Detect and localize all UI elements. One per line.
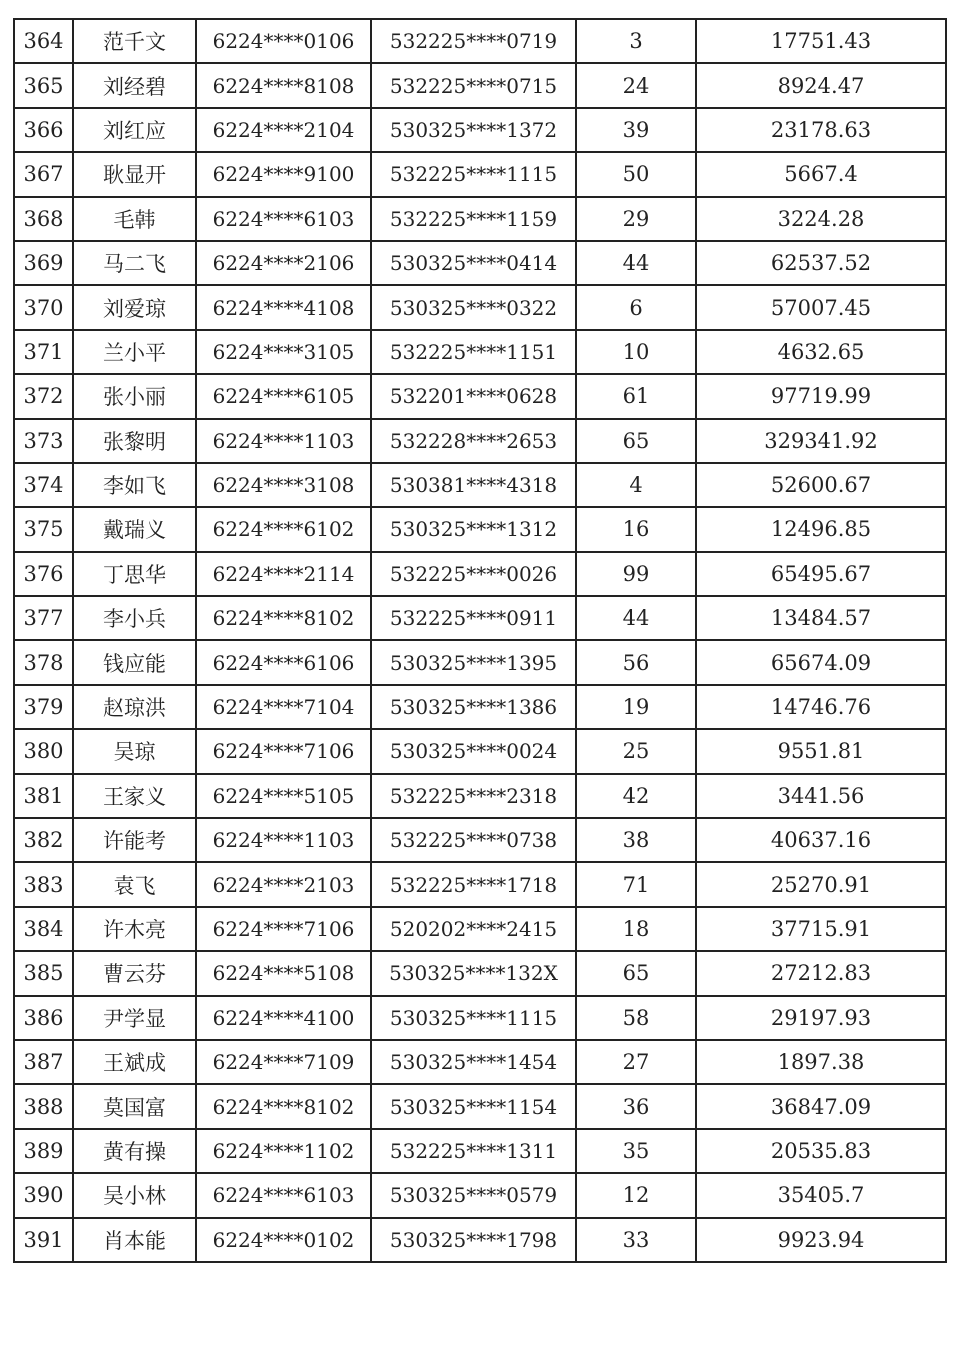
id-number-cell: 520202****2415 bbox=[371, 907, 576, 951]
name-cell: 张黎明 bbox=[73, 419, 196, 463]
id-number-cell: 532225****2318 bbox=[371, 774, 576, 818]
amount-cell: 12496.85 bbox=[696, 507, 946, 551]
bank-card-cell: 6224****5108 bbox=[196, 951, 371, 995]
name-cell: 王家义 bbox=[73, 774, 196, 818]
table-row bbox=[14, 640, 946, 684]
id-number-cell: 532225****0738 bbox=[371, 818, 576, 862]
name-cell: 丁思华 bbox=[73, 552, 196, 596]
amount-cell: 4632.65 bbox=[696, 330, 946, 374]
row-number-cell: 369 bbox=[14, 241, 73, 285]
row-number-cell: 382 bbox=[14, 818, 73, 862]
amount-cell: 3441.56 bbox=[696, 774, 946, 818]
table-row bbox=[14, 152, 946, 196]
name-cell: 许木亮 bbox=[73, 907, 196, 951]
table-row bbox=[14, 907, 946, 951]
count-cell: 99 bbox=[576, 552, 696, 596]
id-number-cell: 530325****1115 bbox=[371, 996, 576, 1040]
amount-cell: 3224.28 bbox=[696, 197, 946, 241]
count-cell: 56 bbox=[576, 640, 696, 684]
id-number-cell: 530325****1312 bbox=[371, 507, 576, 551]
row-number-cell: 373 bbox=[14, 419, 73, 463]
amount-cell: 40637.16 bbox=[696, 818, 946, 862]
name-cell: 钱应能 bbox=[73, 640, 196, 684]
table-row bbox=[14, 685, 946, 729]
row-number-cell: 380 bbox=[14, 729, 73, 773]
id-number-cell: 532225****0911 bbox=[371, 596, 576, 640]
table-row bbox=[14, 419, 946, 463]
table-row bbox=[14, 374, 946, 418]
count-cell: 6 bbox=[576, 285, 696, 329]
table-row bbox=[14, 818, 946, 862]
amount-cell: 13484.57 bbox=[696, 596, 946, 640]
id-number-cell: 530325****1386 bbox=[371, 685, 576, 729]
id-number-cell: 530325****0414 bbox=[371, 241, 576, 285]
count-cell: 33 bbox=[576, 1218, 696, 1262]
amount-cell: 97719.99 bbox=[696, 374, 946, 418]
row-number-cell: 384 bbox=[14, 907, 73, 951]
count-cell: 44 bbox=[576, 241, 696, 285]
id-number-cell: 530325****132X bbox=[371, 951, 576, 995]
bank-card-cell: 6224****6102 bbox=[196, 507, 371, 551]
name-cell: 耿显开 bbox=[73, 152, 196, 196]
table-row bbox=[14, 596, 946, 640]
name-cell: 兰小平 bbox=[73, 330, 196, 374]
id-number-cell: 532225****1159 bbox=[371, 197, 576, 241]
id-number-cell: 530325****0024 bbox=[371, 729, 576, 773]
count-cell: 65 bbox=[576, 419, 696, 463]
name-cell: 戴瑞义 bbox=[73, 507, 196, 551]
id-number-cell: 532225****0719 bbox=[371, 19, 576, 63]
name-cell: 范千文 bbox=[73, 19, 196, 63]
amount-cell: 5667.4 bbox=[696, 152, 946, 196]
bank-card-cell: 6224****8108 bbox=[196, 63, 371, 107]
name-cell: 赵琼洪 bbox=[73, 685, 196, 729]
count-cell: 19 bbox=[576, 685, 696, 729]
table-body bbox=[14, 19, 946, 1262]
id-number-cell: 532225****1718 bbox=[371, 862, 576, 906]
id-number-cell: 530325****1154 bbox=[371, 1084, 576, 1128]
name-cell: 吴琼 bbox=[73, 729, 196, 773]
count-cell: 50 bbox=[576, 152, 696, 196]
amount-cell: 9551.81 bbox=[696, 729, 946, 773]
table-row bbox=[14, 507, 946, 551]
table-row bbox=[14, 1129, 946, 1173]
table-row bbox=[14, 729, 946, 773]
bank-card-cell: 6224****2103 bbox=[196, 862, 371, 906]
table-row bbox=[14, 108, 946, 152]
amount-cell: 8924.47 bbox=[696, 63, 946, 107]
count-cell: 3 bbox=[576, 19, 696, 63]
bank-card-cell: 6224****1103 bbox=[196, 419, 371, 463]
row-number-cell: 372 bbox=[14, 374, 73, 418]
amount-cell: 65674.09 bbox=[696, 640, 946, 684]
table-row bbox=[14, 1084, 946, 1128]
table-row bbox=[14, 996, 946, 1040]
count-cell: 16 bbox=[576, 507, 696, 551]
table-row bbox=[14, 951, 946, 995]
count-cell: 36 bbox=[576, 1084, 696, 1128]
count-cell: 4 bbox=[576, 463, 696, 507]
id-number-cell: 532228****2653 bbox=[371, 419, 576, 463]
name-cell: 刘经碧 bbox=[73, 63, 196, 107]
table-row bbox=[14, 1218, 946, 1262]
name-cell: 李小兵 bbox=[73, 596, 196, 640]
amount-cell: 17751.43 bbox=[696, 19, 946, 63]
name-cell: 张小丽 bbox=[73, 374, 196, 418]
row-number-cell: 383 bbox=[14, 862, 73, 906]
bank-card-cell: 6224****7106 bbox=[196, 729, 371, 773]
table-row bbox=[14, 241, 946, 285]
table-row bbox=[14, 285, 946, 329]
row-number-cell: 366 bbox=[14, 108, 73, 152]
bank-card-cell: 6224****4100 bbox=[196, 996, 371, 1040]
bank-card-cell: 6224****2114 bbox=[196, 552, 371, 596]
amount-cell: 65495.67 bbox=[696, 552, 946, 596]
table-row bbox=[14, 862, 946, 906]
bank-card-cell: 6224****3108 bbox=[196, 463, 371, 507]
id-number-cell: 532201****0628 bbox=[371, 374, 576, 418]
count-cell: 12 bbox=[576, 1173, 696, 1217]
amount-cell: 329341.92 bbox=[696, 419, 946, 463]
amount-cell: 52600.67 bbox=[696, 463, 946, 507]
bank-card-cell: 6224****0106 bbox=[196, 19, 371, 63]
row-number-cell: 388 bbox=[14, 1084, 73, 1128]
row-number-cell: 379 bbox=[14, 685, 73, 729]
count-cell: 39 bbox=[576, 108, 696, 152]
id-number-cell: 530381****4318 bbox=[371, 463, 576, 507]
bank-card-cell: 6224****7104 bbox=[196, 685, 371, 729]
id-number-cell: 530325****1395 bbox=[371, 640, 576, 684]
table-row bbox=[14, 197, 946, 241]
data-table bbox=[13, 18, 947, 1263]
name-cell: 曹云芬 bbox=[73, 951, 196, 995]
row-number-cell: 375 bbox=[14, 507, 73, 551]
amount-cell: 29197.93 bbox=[696, 996, 946, 1040]
bank-card-cell: 6224****6105 bbox=[196, 374, 371, 418]
amount-cell: 35405.7 bbox=[696, 1173, 946, 1217]
bank-card-cell: 6224****8102 bbox=[196, 596, 371, 640]
amount-cell: 36847.09 bbox=[696, 1084, 946, 1128]
name-cell: 肖本能 bbox=[73, 1218, 196, 1262]
name-cell: 黄有操 bbox=[73, 1129, 196, 1173]
row-number-cell: 386 bbox=[14, 996, 73, 1040]
count-cell: 10 bbox=[576, 330, 696, 374]
table-row bbox=[14, 774, 946, 818]
count-cell: 35 bbox=[576, 1129, 696, 1173]
name-cell: 尹学显 bbox=[73, 996, 196, 1040]
name-cell: 袁飞 bbox=[73, 862, 196, 906]
count-cell: 58 bbox=[576, 996, 696, 1040]
row-number-cell: 367 bbox=[14, 152, 73, 196]
count-cell: 65 bbox=[576, 951, 696, 995]
id-number-cell: 530325****1454 bbox=[371, 1040, 576, 1084]
bank-card-cell: 6224****0102 bbox=[196, 1218, 371, 1262]
row-number-cell: 389 bbox=[14, 1129, 73, 1173]
id-number-cell: 530325****1798 bbox=[371, 1218, 576, 1262]
table-row bbox=[14, 1040, 946, 1084]
count-cell: 18 bbox=[576, 907, 696, 951]
count-cell: 61 bbox=[576, 374, 696, 418]
id-number-cell: 532225****1311 bbox=[371, 1129, 576, 1173]
count-cell: 44 bbox=[576, 596, 696, 640]
bank-card-cell: 6224****1102 bbox=[196, 1129, 371, 1173]
bank-card-cell: 6224****9100 bbox=[196, 152, 371, 196]
name-cell: 吴小林 bbox=[73, 1173, 196, 1217]
row-number-cell: 370 bbox=[14, 285, 73, 329]
row-number-cell: 374 bbox=[14, 463, 73, 507]
bank-card-cell: 6224****7106 bbox=[196, 907, 371, 951]
row-number-cell: 365 bbox=[14, 63, 73, 107]
row-number-cell: 385 bbox=[14, 951, 73, 995]
bank-card-cell: 6224****2104 bbox=[196, 108, 371, 152]
id-number-cell: 532225****1115 bbox=[371, 152, 576, 196]
id-number-cell: 530325****0322 bbox=[371, 285, 576, 329]
table-row bbox=[14, 63, 946, 107]
amount-cell: 57007.45 bbox=[696, 285, 946, 329]
amount-cell: 20535.83 bbox=[696, 1129, 946, 1173]
name-cell: 马二飞 bbox=[73, 241, 196, 285]
row-number-cell: 381 bbox=[14, 774, 73, 818]
bank-card-cell: 6224****4108 bbox=[196, 285, 371, 329]
row-number-cell: 364 bbox=[14, 19, 73, 63]
row-number-cell: 377 bbox=[14, 596, 73, 640]
count-cell: 24 bbox=[576, 63, 696, 107]
count-cell: 71 bbox=[576, 862, 696, 906]
bank-card-cell: 6224****6106 bbox=[196, 640, 371, 684]
count-cell: 38 bbox=[576, 818, 696, 862]
id-number-cell: 530325****0579 bbox=[371, 1173, 576, 1217]
count-cell: 42 bbox=[576, 774, 696, 818]
amount-cell: 25270.91 bbox=[696, 862, 946, 906]
id-number-cell: 532225****0715 bbox=[371, 63, 576, 107]
row-number-cell: 378 bbox=[14, 640, 73, 684]
table-row bbox=[14, 552, 946, 596]
bank-card-cell: 6224****8102 bbox=[196, 1084, 371, 1128]
bank-card-cell: 6224****6103 bbox=[196, 1173, 371, 1217]
bank-card-cell: 6224****5105 bbox=[196, 774, 371, 818]
table-row bbox=[14, 463, 946, 507]
amount-cell: 62537.52 bbox=[696, 241, 946, 285]
id-number-cell: 532225****1151 bbox=[371, 330, 576, 374]
amount-cell: 9923.94 bbox=[696, 1218, 946, 1262]
row-number-cell: 391 bbox=[14, 1218, 73, 1262]
row-number-cell: 390 bbox=[14, 1173, 73, 1217]
bank-card-cell: 6224****1103 bbox=[196, 818, 371, 862]
name-cell: 刘爱琼 bbox=[73, 285, 196, 329]
name-cell: 刘红应 bbox=[73, 108, 196, 152]
amount-cell: 23178.63 bbox=[696, 108, 946, 152]
id-number-cell: 532225****0026 bbox=[371, 552, 576, 596]
bank-card-cell: 6224****3105 bbox=[196, 330, 371, 374]
row-number-cell: 376 bbox=[14, 552, 73, 596]
row-number-cell: 387 bbox=[14, 1040, 73, 1084]
count-cell: 27 bbox=[576, 1040, 696, 1084]
name-cell: 莫国富 bbox=[73, 1084, 196, 1128]
name-cell: 毛韩 bbox=[73, 197, 196, 241]
table-row bbox=[14, 1173, 946, 1217]
count-cell: 25 bbox=[576, 729, 696, 773]
amount-cell: 1897.38 bbox=[696, 1040, 946, 1084]
table-row bbox=[14, 19, 946, 63]
id-number-cell: 530325****1372 bbox=[371, 108, 576, 152]
name-cell: 许能考 bbox=[73, 818, 196, 862]
bank-card-cell: 6224****2106 bbox=[196, 241, 371, 285]
amount-cell: 37715.91 bbox=[696, 907, 946, 951]
bank-card-cell: 6224****6103 bbox=[196, 197, 371, 241]
name-cell: 李如飞 bbox=[73, 463, 196, 507]
row-number-cell: 368 bbox=[14, 197, 73, 241]
count-cell: 29 bbox=[576, 197, 696, 241]
amount-cell: 14746.76 bbox=[696, 685, 946, 729]
amount-cell: 27212.83 bbox=[696, 951, 946, 995]
bank-card-cell: 6224****7109 bbox=[196, 1040, 371, 1084]
table-row bbox=[14, 330, 946, 374]
row-number-cell: 371 bbox=[14, 330, 73, 374]
name-cell: 王斌成 bbox=[73, 1040, 196, 1084]
